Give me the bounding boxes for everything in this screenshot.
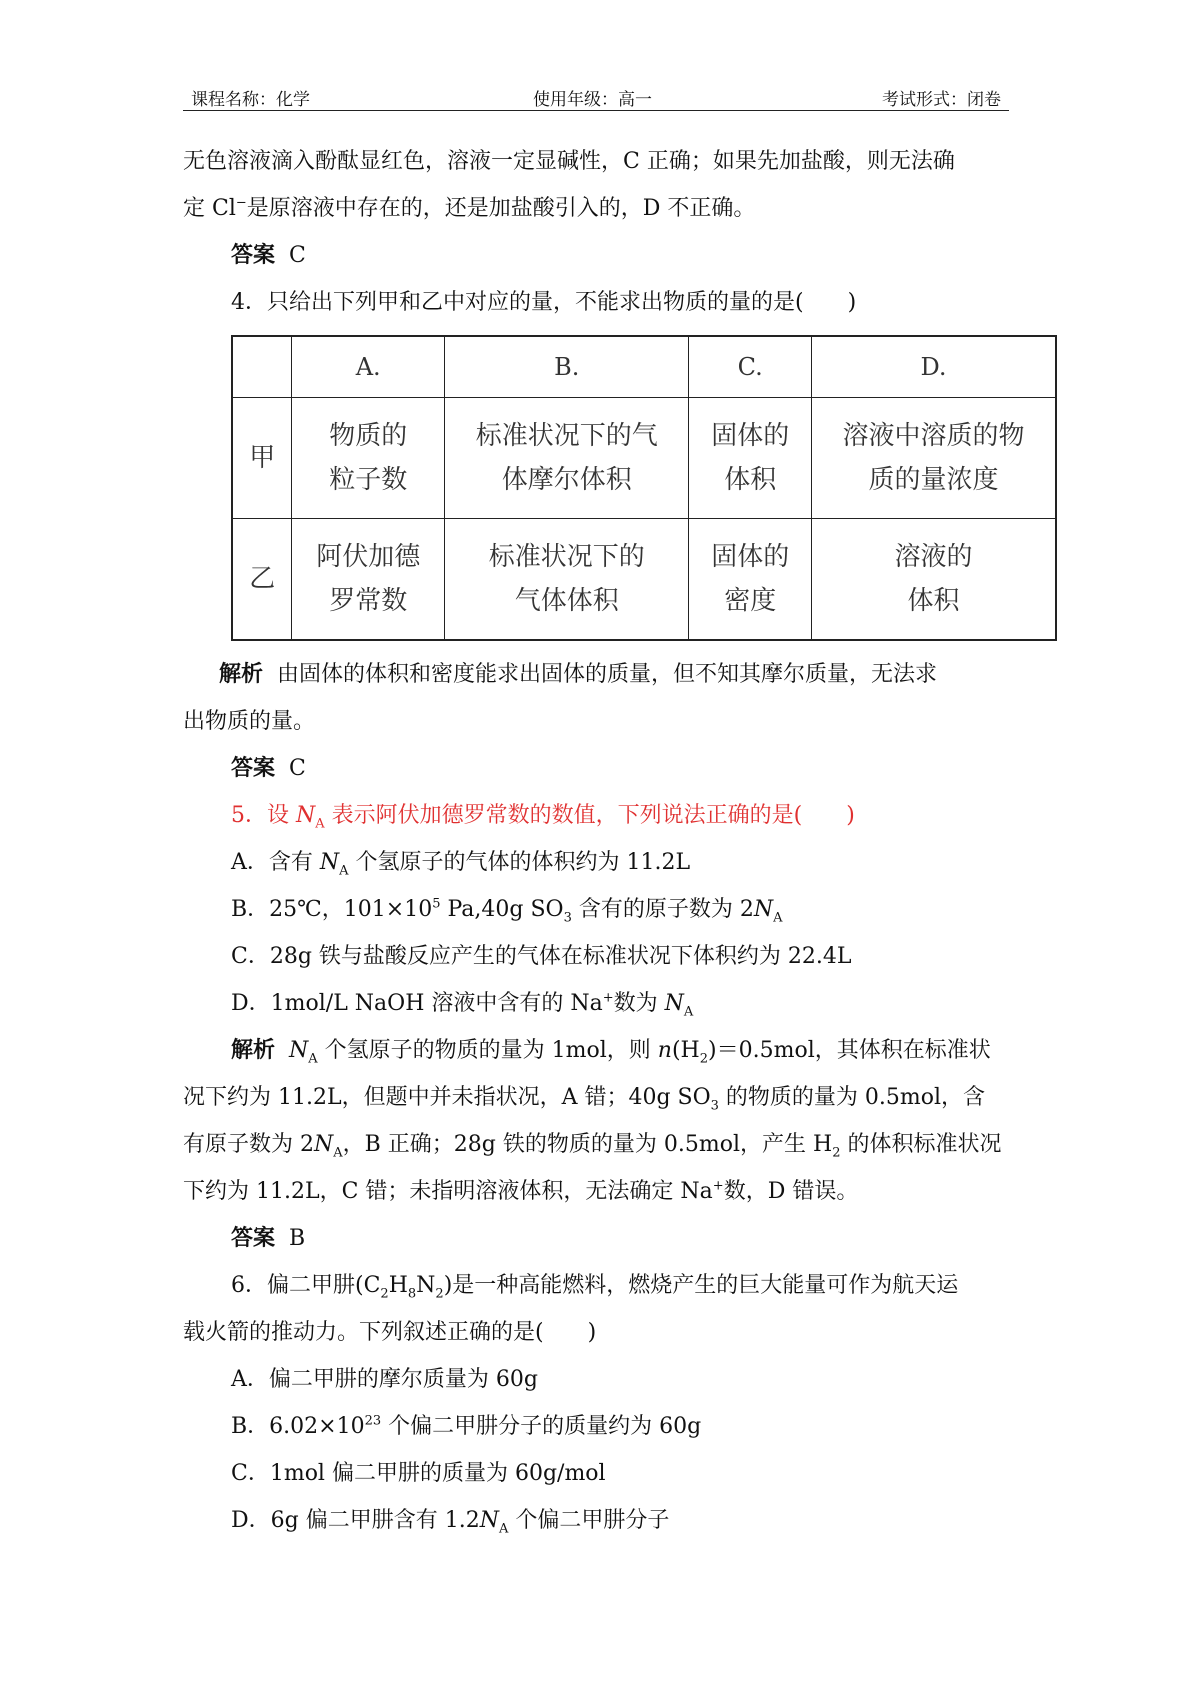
explanation-4-line-1: 解析 由固体的体积和密度能求出固体的质量，但不知其摩尔质量，无法求 (219, 662, 938, 687)
grade-level: 使用年级：高一 (533, 90, 652, 110)
answer-3: 答案 C (231, 243, 306, 268)
question-6-line-1: 6．偏二甲肼$(C_2H_8N_2)$是一种高能燃料，燃烧产生的巨大能量可作为航天运 (231, 1273, 959, 1302)
table-header-cell: A. (292, 336, 445, 398)
answer-5: 答案 B (231, 1226, 306, 1251)
option-6-c: C．1mol 偏二甲肼的质量为 60g/mol (231, 1461, 606, 1486)
question-4: 4．只给出下列甲和乙中对应的量，不能求出物质的量的是( ) (231, 290, 857, 315)
course-name: 课程名称：化学 (191, 90, 310, 110)
question-6-line-2: 载火箭的推动力。下列叙述正确的是( ) (183, 1320, 597, 1345)
explanation-3-line-2: 定 Cl−是原溶液中存在的，还是加盐酸引入的，D 不正确。 (183, 195, 756, 221)
table-cell: 固体的 体积 (689, 398, 812, 519)
page-header (183, 84, 1009, 111)
exam-format: 考试形式：闭卷 (882, 90, 1001, 110)
table-cell: 溶液的 体积 (812, 519, 1056, 641)
option-5-c: C．28g 铁与盐酸反应产生的气体在标准状况下体积约为 22.4L (231, 944, 852, 969)
table-header-cell: D. (812, 336, 1056, 398)
table-cell: 溶液中溶质的物 质的量浓度 (812, 398, 1056, 519)
explanation-4-line-2: 出物质的量。 (183, 709, 316, 734)
question-5: 5．设 $N_A$ 表示阿伏加德罗常数的数值，下列说法正确的是( ) (231, 803, 855, 832)
option-6-a: A．偏二甲肼的摩尔质量为 60g (231, 1367, 538, 1392)
table-cell: 标准状况下的气 体摩尔体积 (445, 398, 689, 519)
option-5-a: A．含有 $N_A$ 个氢原子的气体的体积约为 11.2L (231, 850, 691, 879)
explanation-3-line-1: 无色溶液滴入酚酞显红色，溶液一定显碱性，C 正确；如果先加盐酸，则无法确 (183, 149, 955, 174)
explanation-5-line-3: 有原子数为 $2N_A$，B 正确；28g 铁的物质的量为 0.5mol，产生 $H_2$ 的体积标准状况 (183, 1132, 1002, 1161)
table-header-cell: B. (445, 336, 689, 398)
table-cell: 标准状况下的 气体体积 (445, 519, 689, 641)
option-6-d: D．6g 偏二甲肼含有 $1.2N_A$ 个偏二甲肼分子 (231, 1508, 670, 1537)
explanation-5-line-4: 下约为 11.2L，C 错；未指明溶液体积，无法确定 Na+数，D 错误。 (183, 1178, 859, 1204)
option-6-b: B．$6.02\times 10^{23}$ 个偏二甲肼分子的质量约为 60g (231, 1413, 702, 1439)
table-row (232, 519, 1056, 641)
row-label: 甲 (232, 398, 292, 519)
table-cell: 阿伏加德 罗常数 (292, 519, 445, 641)
question-4-table (231, 335, 1057, 641)
table-header-row (232, 336, 1056, 398)
option-5-b: B．25℃，$101\times 10^5$ Pa,40g $SO_3$ 含有的原子数为 $2N_A$ (231, 896, 783, 926)
table-header-cell: C. (689, 336, 812, 398)
table-row (232, 398, 1056, 519)
answer-4: 答案 C (231, 756, 306, 781)
table-cell: 物质的 粒子数 (292, 398, 445, 519)
explanation-5-line-1: 解析 $N_A$ 个氢原子的物质的量为 1mol，则 $n(H_2)=0.5mol$，其体积在标准状 (231, 1038, 991, 1067)
row-label: 乙 (232, 519, 292, 641)
option-5-d: D．1mol/L NaOH 溶液中含有的 Na+数为 $N_A$ (231, 990, 694, 1020)
explanation-5-line-2: 况下约为 11.2L，但题中并未指状况，A 错；40g $SO_3$ 的物质的量为 0.5mol，含 (183, 1085, 986, 1114)
table-corner-cell (232, 336, 292, 398)
table-cell: 固体的 密度 (689, 519, 812, 641)
